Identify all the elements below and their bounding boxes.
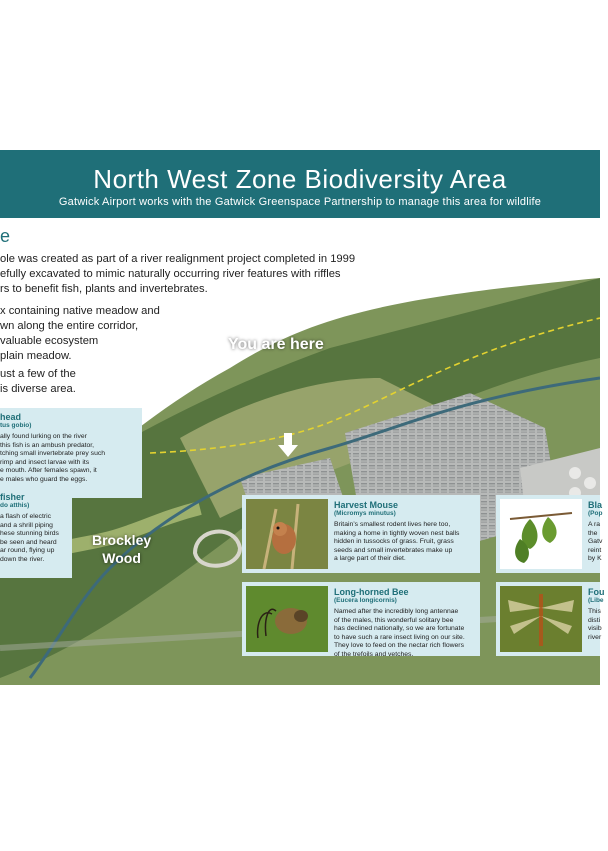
species-name: head (0, 412, 22, 422)
species-latin-name: tus gobio) (0, 422, 32, 429)
board-subtitle: Gatwick Airport works with the Gatwick Greenspace Partnership to manage this area for wildlife (58, 196, 542, 208)
species-name: fisher (0, 492, 25, 502)
species-name: Bla (588, 500, 603, 510)
brockley-wood-line: Brockley (92, 532, 152, 548)
brockley-wood-line: Wood (102, 550, 141, 566)
intro-line: valuable ecosystem (0, 335, 99, 347)
dragonfly-photo (500, 586, 582, 652)
brockley-wood-label (92, 531, 151, 567)
intro-line: ole was created as part of a river realignment project completed in 1999 (0, 253, 356, 265)
intro-heading-fragment: e (0, 226, 11, 246)
intro-paragraph-3 (0, 367, 76, 397)
species-latin-name: (Pop (588, 510, 603, 517)
species-description: a flash of electric and a shrill piping hese stunning birds be seen and heard ar round, flying up down the river. (0, 513, 59, 563)
species-latin-name: do atthis) (0, 502, 30, 509)
board-title: North West Zone Biodiversity Area (93, 164, 507, 194)
species-card-black-poplar (496, 495, 603, 573)
black-poplar-photo (500, 499, 582, 569)
species-description: ally found lurking on the river this fish is an ambush predator, tching small invertebrate prey such rimp and insect larvae with its e mouth. After females spawn, it e males who guard the eggs. (0, 433, 106, 483)
species-card-long-horned-bee (242, 582, 480, 656)
intro-line: efully excavated to mimic naturally occurring river features with riffles (0, 268, 341, 280)
species-latin-name: (Eucera longicornis) (334, 597, 397, 604)
species-card-kingfisher (0, 488, 72, 578)
species-card-four-spotted-chaser (496, 582, 605, 656)
species-description: A ra the Gatv reint by K (588, 521, 603, 563)
species-description: Named after the incredibly long antennae of the males, this wonderful solitary bee has declined nationally, so we are fortunate to have such a rare insect living on our site. They love to feed on the nectar rich flowers of the trefoils and vetches. (334, 608, 465, 658)
species-description: Britain’s smallest rodent lives here too, making a home in tightly woven nest balls hidden in tussocks of grass. Fruit, grass seeds and small invertebrates make up a large part of their diet. (334, 521, 460, 563)
intro-paragraph (0, 252, 355, 297)
intro-line: is diverse area. (0, 383, 76, 395)
information-board (0, 150, 605, 685)
intro-line: rs to benefit fish, plants and invertebrates. (0, 283, 208, 295)
species-card-harvest-mouse (242, 495, 480, 573)
intro-line: wn along the entire corridor, (0, 320, 139, 332)
species-latin-name: (Libe (588, 597, 604, 604)
harvest-mouse-photo (246, 499, 328, 569)
species-card-bullhead (0, 408, 142, 498)
title-banner (0, 150, 600, 218)
species-description: This disti visib river (588, 608, 602, 641)
species-name: Fou (588, 587, 605, 597)
species-name: Long-horned Bee (334, 587, 409, 597)
species-name: Harvest Mouse (334, 500, 399, 510)
species-latin-name: (Micromys minutus) (334, 510, 396, 517)
intro-paragraph-2 (0, 304, 160, 364)
intro-line: ust a few of the (0, 368, 76, 380)
intro-line: plain meadow. (0, 350, 72, 362)
you-are-here-label: You are here (228, 336, 324, 353)
intro-line: x containing native meadow and (0, 305, 160, 317)
long-horned-bee-photo (246, 586, 328, 652)
